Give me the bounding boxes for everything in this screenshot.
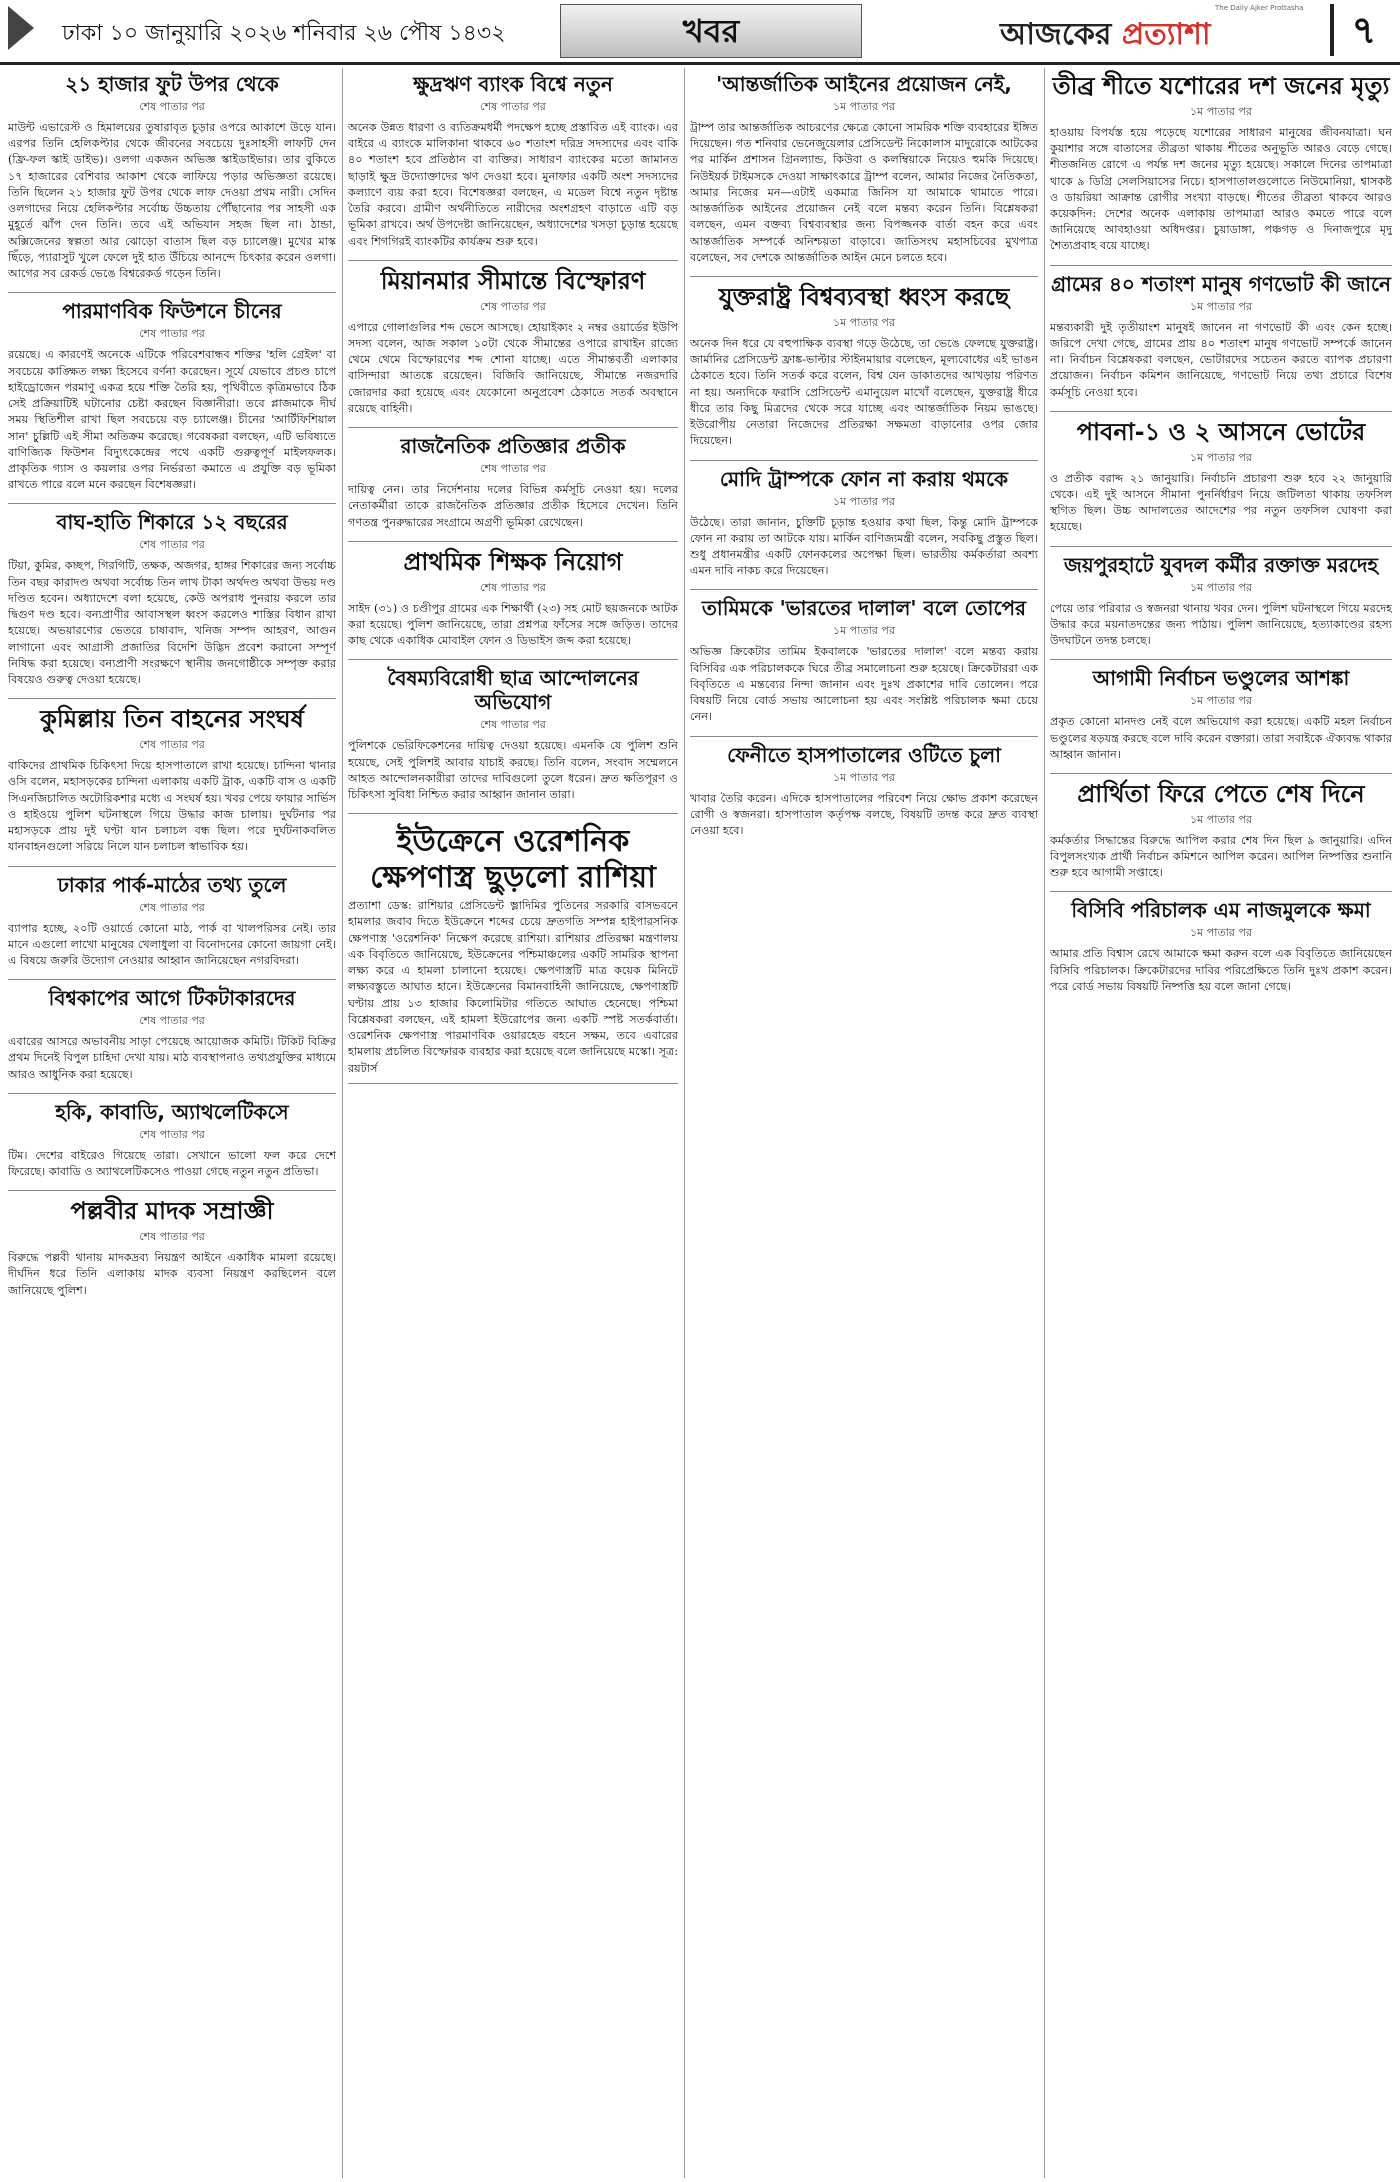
- headline: মোদি ট্রাম্পকে ফোন না করায় থমকে: [719, 466, 1009, 491]
- story-divider: [8, 1190, 336, 1191]
- story-divider: [8, 698, 336, 699]
- news-story: [1050, 898, 1392, 995]
- news-story: [690, 743, 1038, 840]
- story-divider: [690, 460, 1038, 461]
- story-body: টিয়া, কুমির, কচ্ছপ, গিরগিটি, তক্ষক, অজগর, হাঙ্গর শিকারের জন্য সর্বোচ্চ তিন বছর কারাদণ্ড অথবা সর্বোচ্চ তিন লাখ টাকা অর্থদণ্ড অথবা উভয় দণ্ড দণ্ডিত হবেন। অধ্যাদেশে বলা হয়েছে, কেউ অপরাধ পুনরায় করলে তার দ্বিগুণ দণ্ড হবে। বন্যপ্রাণীর আবাসস্থল ধ্বংস করলেও শাস্তির বিধান রাখা হয়েছে। অভয়ারণ্যের ভেতরে চাষাবাদ, খনিজ সম্পদ আহরণ, আগুন লাগানো এবং আগ্রাসী প্রজাতির বিদেশি উদ্ভিদ প্রবেশ করানো সম্পূর্ণ নিষিদ্ধ করা হয়েছে। বন্যপ্রাণী সংরক্ষণে স্থানীয় জনগোষ্ঠীকে সম্পৃক্ত করার বিষয়েও গুরুত্ব দেওয়া হয়েছে।: [8, 559, 336, 687]
- continuation-note: শেষ পাতার পর: [139, 1230, 205, 1244]
- headline: ক্ষুদ্রঋণ ব্যাংক বিশ্বে নতুন: [413, 72, 613, 96]
- continuation-note: ১ম পাতার পর: [833, 770, 895, 784]
- story-divider: [8, 866, 336, 867]
- masthead-logo: [1000, 10, 1300, 54]
- story-divider: [690, 589, 1038, 590]
- news-story: [8, 299, 336, 493]
- headline: জয়পুরহাটে যুবদল কর্মীর রক্তাক্ত মরদেহ: [1063, 552, 1379, 577]
- story-divider: [1050, 773, 1392, 774]
- headline: প্রাথমিক শিক্ষক নিয়োগ: [403, 547, 623, 576]
- continuation-note: ১ম পাতার পর: [1190, 450, 1252, 464]
- news-story: [348, 434, 678, 531]
- headline: প্রার্থিতা ফিরে পেতে শেষ দিনে: [1077, 779, 1365, 808]
- headline: ঢাকার পার্ক-মাঠের তথ্য তুলে: [57, 872, 287, 897]
- continuation-note: শেষ পাতার পর: [480, 100, 546, 113]
- continuation-note: শেষ পাতার পর: [139, 1127, 205, 1141]
- story-divider: [1050, 659, 1392, 660]
- continuation-note: ১ম পাতার পর: [1190, 694, 1252, 708]
- continuation-note: ১ম পাতার পর: [833, 100, 895, 113]
- news-story: [348, 813, 678, 1084]
- continuation-note: শেষ পাতার পর: [139, 538, 205, 552]
- continuation-note: ১ম পাতার পর: [833, 494, 895, 508]
- story-body: অভিজ্ঞ ক্রিকেটার তামিম ইকবালকে 'ভারতের দালাল' বলে মন্তব্য করায় বিসিবির এক পরিচালককে ঘিরে তীব্র সমালোচনা শুরু হয়েছে। ক্রিকেটাররা এক বিবৃতিতে এ মন্তব্যের নিন্দা জানান এবং দুঃখ প্রকাশের দাবি তোলেন। পরে বিষয়টি নিয়ে বোর্ড সভায় আলোচনা হয় এবং সংশ্লিষ্ট পরিচালক ক্ষমা চেয়ে নেন।: [690, 645, 1038, 724]
- story-body: পুলিশকে ভেরিফিকেশনের দায়িত্ব দেওয়া হয়েছে। এমনকি যে পুলিশ শুনি হয়েছে, সেই পুলিশই আবার যাচাই করছে। তিনি বলেন, সংবাদ সম্মেলনে আহত আন্দোলনকারীরা তাদের দাবিগুলো তুলে ধরেন। দ্রুত ক্ষতিপূরণ ও চিকিৎসা সুবিধা নিশ্চিত করার আহ্বান জানান তারা।: [348, 739, 678, 801]
- story-body: ও প্রতীক বরাদ্দ ২১ জানুয়ারি। নির্বাচনি প্রচারণা শুরু হবে ২২ জানুয়ারি থেকে। এই দুই আসনে সীমানা পুনর্নির্ধারণ নিয়ে জটিলতা থাকায় তফসিল স্থগিত ছিল। উচ্চ আদালতের আদেশের পর নতুন তফসিল ঘোষণা করা হয়েছে।: [1050, 471, 1392, 534]
- continuation-note: শেষ পাতার পর: [480, 718, 546, 732]
- column-3: [690, 68, 1038, 2178]
- news-story: [690, 467, 1038, 580]
- page-header: [0, 0, 1400, 65]
- story-body: পেয়ে তার পরিবার ও স্বজনরা থানায় খবর দেন। পুলিশ ঘটনাস্থলে গিয়ে মরদেহ উদ্ধার করে ময়নাতদন্তের জন্য পাঠায়। পুলিশ জানিয়েছে, হত্যাকাণ্ডের রহস্য উদঘাটনে তদন্ত চলছে।: [1050, 601, 1392, 648]
- headline: কুমিল্লায় তিন বাহনের সংঘর্ষ: [40, 705, 304, 734]
- continuation-note: শেষ পাতার পর: [139, 738, 205, 752]
- headline: বৈষম্যবিরোধী ছাত্র আন্দোলনের অভিযোগ: [387, 666, 639, 715]
- headline: গ্রামের ৪০ শতাংশ মানুষ গণভোট কী জানে: [1051, 271, 1391, 296]
- news-story: [8, 873, 336, 970]
- story-body: কর্মকর্তার সিদ্ধান্তের বিরুদ্ধে আপিল করার শেষ দিন ছিল ৯ জানুয়ারি। এদিন বিপুলসংখ্যক প্রার্থী নির্বাচন কমিশনে আপিল করেন। আপিল নিষ্পত্তির শুনানি শুরু হবে আগামী সপ্তাহে।: [1050, 833, 1392, 880]
- story-body: খাবার তৈরি করেন। এদিকে হাসপাতালের পরিবেশ নিয়ে ক্ষোভ প্রকাশ করেছেন রোগী ও স্বজনরা। হাসপাতাল কর্তৃপক্ষ বলছে, বিষয়টি তদন্ত করে দ্রুত ব্যবস্থা নেওয়া হবে।: [690, 791, 1038, 838]
- headline: আগামী নির্বাচন ভণ্ডুলের আশঙ্কা: [1092, 666, 1350, 691]
- story-body: বাকিদের প্রাথমিক চিকিৎসা দিয়ে হাসপাতালে রাখা হয়েছে। চান্দিনা থানার ওসি বলেন, মহাসড়কের চান্দিনা এলাকায় একটি ট্রাক, একটি বাস ও একটি সিএনজিচালিত অটোরিকশার মধ্যে এ সংঘর্ষ হয়। খবর পেয়ে ফায়ার সার্ভিস ও হাইওয়ে পুলিশ ঘটনাস্থলে গিয়ে উদ্ধার কাজ চালায়। দুর্ঘটনার পর মহাসড়কে প্রায় দুই ঘণ্টা যান চলাচল বন্ধ ছিল। পরে দুর্ঘটনাকবলিত যানবাহনগুলো সরিয়ে নিলে যান চলাচল স্বাভাবিক হয়।: [8, 759, 336, 854]
- story-body: ট্রাম্প তার আন্তর্জাতিক আচরণের ক্ষেত্রে কোনো সামরিক শক্তি ব্যবহারের ইঙ্গিত দিয়েছেন। গত শনিবার ভেনেজুয়েলার প্রেসিডেন্ট নিকোলাস মাদুরোকে আটকের পর মার্কিন প্রশাসন গ্রিনল্যান্ড, কিউবা ও কলম্বিয়াকে নিয়েও হুমকি দিয়েছে। নিউইয়র্ক টাইমসকে দেওয়া সাক্ষাৎকারে ট্রাম্প বলেন, আমার নিজের নৈতিকতা, আমার নিজের মন—এটাই একমাত্র জিনিস যা আমাকে থামাতে পারে। আন্তর্জাতিক আইনের প্রয়োজন নেই বলে মন্তব্য করেন তিনি। বিশ্লেষকরা বলছেন, এমন বক্তব্য বিশ্বব্যবস্থার জন্য বিপজ্জনক বার্তা বহন করে এবং আন্তর্জাতিক সম্পর্কে অনিশ্চয়তা বাড়াবে। জাতিসংঘ মহাসচিবের মুখপাত্র বলেছেন, সব দেশকে আন্তর্জাতিক আইন মেনে চলতে হবে।: [690, 121, 1038, 264]
- headline: তামিমকে 'ভারতের দালাল' বলে তোপের: [701, 596, 1027, 621]
- story-body: অনেক দিন ধরে যে বহুপাক্ষিক ব্যবস্থা গড়ে উঠেছে, তা ভেঙে ফেলছে যুক্তরাষ্ট্র। জার্মানির প্রেসিডেন্ট ফ্রাঙ্ক-ভাল্টার স্টাইনমায়ার বলেছেন, মূল্যবোধের এই ভাঙন ঠেকাতে হবে। তিনি সতর্ক করে বলেন, বিশ্ব যেন ডাকাতদের আখড়ায় পরিণত না হয়। অন্যদিকে ফরাসি প্রেসিডেন্ট এমানুয়েল মাখোঁ বলেছেন, যুক্তরাষ্ট্র ধীরে ধীরে তার কিছু মিত্রদের থেকে সরে যাচ্ছে এবং আন্তর্জাতিক নিয়ম ভাঙছে। ইউরোপীয় নেতারা নিজেদের প্রতিরক্ষা সক্ষমতা বাড়ানোর ওপর জোর দিয়েছেন।: [690, 336, 1038, 448]
- continuation-note: শেষ পাতার পর: [139, 100, 205, 113]
- story-divider: [348, 427, 678, 428]
- story-divider: [1050, 411, 1392, 412]
- headline: যুক্তরাষ্ট্র বিশ্বব্যবস্থা ধ্বংস করছে: [718, 283, 1010, 312]
- news-story: [690, 72, 1038, 266]
- story-body: মাউন্ট এভারেস্ট ও হিমালয়ের তুষারাবৃত চূড়ার ওপরে আকাশে উড়ে যান। এরপর তিনি হেলিকপ্টার থেকে জীবনের সবচেয়ে দুঃসাহসী লাফটি দেন (ফ্রি-ফল স্কাই ডাইভ)। ওলগা একজন অভিজ্ঞ স্কাইডাইভার। তার বুকিতে ১৭ হাজারের বেশিবার আকাশ থেকে লাফিয়ে পড়ার অভিজ্ঞতা রয়েছে। তিনি ছিলেন ২১ হাজার ফুট উপর থেকে লাফ দেওয়া প্রথম নারী। সেদিন ওলগাদের নিয়ে হেলিকপ্টার সর্বোচ্চ উচ্চতায় পৌঁছানোর পর সাহসী এক মুহূর্তে ঝাঁপ দেন তিনি। তবে এই অভিযান সহজ ছিল না। ঠান্ডা, অক্সিজেনের স্বল্পতা আর ঝোড়ো বাতাস ছিল বড় চ্যালেঞ্জ। মুখের মাস্ক ছিঁড়ে, প্যারাসুট খুলে ফেলে দুই হাত উঁচিয়ে আনন্দে চিৎকার করেন ওলগা। আগের সব রেকর্ড ভেঙে বিশ্বরেকর্ড গড়েন তিনি।: [8, 121, 336, 281]
- story-body: রয়েছে। এ কারণেই অনেকে এটিকে পরিবেশবান্ধব শক্তির 'হলি গ্রেইল' বা সবচেয়ে কাঙ্ক্ষিত লক্ষ্য হিসেবে বর্ণনা করেছেন। সূর্যে যেভাবে প্রচণ্ড চাপে হাইড্রোজেন পরমাণু একত্র হয়ে শক্তি তৈরি হয়, পৃথিবীতে কৃত্রিমভাবে ঠিক সেই প্রক্রিয়াটিই ঘটানোর চেষ্টা করছেন বিজ্ঞানীরা। তবে প্লাজমাকে দীর্ঘ সময় স্থিতিশীল রাখা ছিল সবচেয়ে বড় চ্যালেঞ্জ। চীনের 'আর্টিফিশিয়াল সান' চুল্লিটি এই সীমা অতিক্রম করেছে। গবেষকরা বলছেন, এটি ভবিষ্যতে বাণিজ্যিক ফিউশন বিদ্যুৎকেন্দ্রের পথে একটি গুরুত্বপূর্ণ মাইলফলক। প্রাকৃতিক গ্যাস ও কয়লার ওপর নির্ভরতা কমাতে এ প্রযুক্তি বড় ভূমিকা রাখতে পারে বলে মনে করছেন বিশেষজ্ঞরা।: [8, 348, 336, 492]
- news-story: [1050, 72, 1392, 255]
- headline: 'আন্তর্জাতিক আইনের প্রয়োজন নেই,: [716, 72, 1012, 96]
- headline: তীব্র শীতে যশোরের দশ জনের মৃত্যু: [1052, 72, 1390, 100]
- story-body: টিম। দেশের বাইরেও গিয়েছে তারা। সেখানে ভালো ফল করে দেশে ফিরেছে। কাবাডি ও অ্যাথলেটিকসেও পাওয়া গেছে নতুন নতুন প্রতিভা।: [8, 1148, 336, 1179]
- news-story: [348, 267, 678, 417]
- column-2: [348, 68, 678, 2178]
- news-story: [8, 705, 336, 855]
- story-body: হাওয়ায় বিপর্যস্ত হয়ে পড়েছে যশোরের সাধারণ মানুষের জীবনযাত্রা। ঘন কুয়াশার সঙ্গে বাতাসের তীব্রতা থাকায় শীতের অনুভূতি আরও বেড়ে গেছে। শীতজনিত রোগে এ পর্যন্ত দশ জনের মৃত্যু হয়েছে। সকালে দিনের তাপমাত্রা থাকে ৯ ডিগ্রি সেলসিয়াসের নিচে। হাসপাতালগুলোতে নিউমোনিয়া, শ্বাসকষ্ট ও ডায়রিয়া আক্রান্ত রোগীর সংখ্যা বাড়ছে। শীতের তীব্রতা থাকবে আরও কয়েকদিন: দেশের অনেক এলাকায় তাপমাত্রা আরও কমতে পারে বলে জানিয়েছে আবহাওয়া অধিদপ্তর। চুয়াডাঙ্গা, পঞ্চগড় ও দিনাজপুরে মৃদু শৈত্যপ্রবাহ বয়ে যাচ্ছে।: [1050, 125, 1392, 253]
- continuation-note: ১ম পাতার পর: [1190, 812, 1252, 826]
- headline: হকি, কাবাডি, অ্যাথলেটিকসে: [55, 1099, 289, 1124]
- continuation-note: শেষ পাতার পর: [139, 1014, 205, 1028]
- continuation-note: ১ম পাতার পর: [1190, 926, 1252, 940]
- headline: ফেনীতে হাসপাতালের ওটিতে চুলা: [727, 742, 1001, 767]
- story-body: বিরুদ্ধে পল্লবী থানায় মাদকদ্রব্য নিয়ন্ত্রণ আইনে একাধিক মামলা রয়েছে। দীর্ঘদিন ধরে তিনি এলাকায় মাদক ব্যবসা নিয়ন্ত্রণ করছিলেন বলে জানিয়েছে পুলিশ।: [8, 1251, 336, 1297]
- column-divider: [1044, 68, 1045, 2178]
- column-4: [1050, 68, 1392, 2178]
- continuation-note: ১ম পাতার পর: [1190, 580, 1252, 594]
- story-body: প্রত্যাশা ডেস্ক: রাশিয়ার প্রেসিডেন্ট ভ্লাদিমির পুতিনের সরকারি বাসভবনে হামলার জবাব দিতে ইউক্রেনে শব্দের চেয়ে দ্রুতগতি সম্পন্ন হাইপারসনিক ক্ষেপণাস্ত্র 'ওরেশনিক' নিক্ষেপ করেছে রাশিয়া। রাশিয়ার প্রতিরক্ষা মন্ত্রণালয় এক বিবৃতিতে জানিয়েছে, ইউক্রেনের পশ্চিমাঞ্চলের একটি সামরিক স্থাপনা লক্ষ্য করে এ হামলা চালানো হয়েছে। ক্ষেপণাস্ত্রটি মাত্র কয়েক মিনিটে লক্ষ্যবস্তুতে আঘাত হানে। ইউক্রেনের বিমানবাহিনী জানিয়েছে, ক্ষেপণাস্ত্রটি ঘণ্টায় প্রায় ১৩ হাজার কিলোমিটার গতিতে আঘাত হেনেছে। পশ্চিমা বিশ্লেষকরা বলছেন, এই হামলা ইউরোপের জন্য একটি স্পষ্ট সতর্কবার্তা। ওরেশনিক ক্ষেপণাস্ত্র পারমাণবিক ওয়ারহেড বহনে সক্ষম, তবে এবারের হামলায় প্রচলিত বিস্ফোরক ব্যবহার করা হয়েছে বলে জানিয়েছে মস্কো। সূত্র: রয়টার্স: [348, 899, 678, 1075]
- logo-part1: আজকের: [1000, 17, 1122, 52]
- story-body: অনেক উন্নত ধারণা ও ব্যতিক্রমধর্মী পদক্ষেপ হচ্ছে প্রস্তাবিত এই ব্যাংক। এর বাইরে এ ব্যাংকে মালিকানা থাকবে ৬০ শতাংশ দরিদ্র সদস্যদের এবং বাকি ৪০ শতাংশ হবে প্রতিষ্ঠান বা ব্যক্তির। সাধারণ ব্যাংকের মতো জামানত ছাড়াই ক্ষুদ্র উদ্যোক্তাদের ঋণ দেওয়া হবে। মুনাফার একটি অংশ সদস্যদের কল্যাণে ব্যয় করা হবে। বিশেষজ্ঞরা বলছেন, এ মডেল বিশ্বে নতুন দৃষ্টান্ত তৈরি করবে। গ্রামীণ অর্থনীতিতে নারীদের অংশগ্রহণ বাড়াতে এটি বড় ভূমিকা রাখবে। অর্থ উপদেষ্টা জানিয়েছেন, অধ্যাদেশের খসড়া চূড়ান্ত হয়েছে এবং শিগগিরই ব্যাংকটির কার্যক্রম শুরু হবে।: [348, 121, 678, 248]
- corner-arrow-icon: [8, 6, 34, 50]
- story-body: দায়িত্ব নেন। তার নির্দেশনায় দলের বিভিন্ন কর্মসূচি নেওয়া হয়। দলের নেতাকর্মীরা তাকে রাজনৈতিক প্রতিজ্ঞার প্রতীক হিসেবে দেখেন। তিনি গণতন্ত্র পুনরুদ্ধারের সংগ্রামে অগ্রণী ভূমিকা রেখেছেন।: [348, 483, 678, 529]
- section-title: খবর: [560, 4, 862, 58]
- headline: ইউক্রেনে ওরেশনিক ক্ষেপণাস্ত্র ছুড়লো রাশিয়া: [370, 824, 656, 896]
- news-story: [8, 72, 336, 282]
- story-body: প্রকৃত কোনো মানদণ্ড নেই বলে অভিযোগ করা হয়েছে। একটি মহল নির্বাচন ভণ্ডুলের ষড়যন্ত্র করছে বলে দাবি করেন বক্তারা। তারা সবাইকে ঐক্যবদ্ধ থাকার আহ্বান জানান।: [1050, 715, 1392, 761]
- continuation-note: শেষ পাতার পর: [480, 580, 546, 594]
- story-divider: [348, 260, 678, 261]
- news-story: [690, 283, 1038, 449]
- news-story: [8, 1100, 336, 1180]
- news-story: [1050, 666, 1392, 763]
- news-story: [348, 72, 678, 250]
- continuation-note: ১ম পাতার পর: [833, 624, 895, 638]
- story-body: উঠেছে। তারা জানান, চুক্তিটি চূড়ান্ত হওয়ার কথা ছিল, কিন্তু মোদি ট্রাম্পকে ফোন না করায় তা আটকে যায়। মার্কিন বাণিজ্যমন্ত্রী বলেন, সবকিছু প্রস্তুত ছিল। শুধু প্রধানমন্ত্রীর একটি ফোনকলের অপেক্ষা ছিল। ভারতীয় কর্মকর্তারা অবশ্য এমন দাবি নাকচ করে দিয়েছেন।: [690, 515, 1038, 578]
- headline: ২১ হাজার ফুট উপর থেকে: [65, 72, 279, 96]
- news-story: [8, 510, 336, 688]
- story-divider: [8, 292, 336, 293]
- headline: বাঘ-হাতি শিকারে ১২ বছরের: [56, 510, 288, 535]
- issue-date: ঢাকা ১০ জানুয়ারি ২০২৬ শনিবার ২৬ পৌষ ১৪৩২: [62, 21, 506, 46]
- headline: পারমাণবিক ফিউশনে চীনের: [62, 299, 282, 324]
- story-divider: [1050, 546, 1392, 547]
- story-divider: [8, 503, 336, 504]
- news-story: [1050, 553, 1392, 650]
- story-body: ব্যাপার হচ্ছে, ২০টি ওয়ার্ডে কোনো মাঠ, পার্ক বা খালপরিসর নেই। তার মানে এগুলো লাখো মানুষের খেলাধুলা বা বিনোদনের কোনো জায়গা নেই। এ বিষয়ে জরুরি উদ্যোগ নেওয়ার আহ্বান জানিয়েছেন নগরবিদরা।: [8, 921, 336, 967]
- headline: রাজনৈতিক প্রতিজ্ঞার প্রতীক: [400, 434, 626, 459]
- story-body: মন্তব্যকারী দুই তৃতীয়াংশ মানুষই জানেন না গণভোট কী এবং কেন হচ্ছে। জরিপে দেখা গেছে, গ্রামের প্রায় ৪০ শতাংশ মানুষ গণভোট সম্পর্কে জানেন না। নির্বাচন বিশ্লেষকরা বলছেন, ভোটারদের সচেতন করতে ব্যাপক প্রচারণা প্রয়োজন। নির্বাচন কমিশন জানিয়েছে, গণভোট নিয়ে তথ্য প্রচারে বিশেষ কর্মসূচি নেওয়া হবে।: [1050, 320, 1392, 399]
- column-divider: [342, 68, 343, 2178]
- continuation-note: শেষ পাতার পর: [480, 462, 546, 476]
- story-divider: [348, 541, 678, 542]
- story-divider: [1050, 265, 1392, 266]
- continuation-note: শেষ পাতার পর: [139, 327, 205, 341]
- logo-tagline: The Daily Ajker Prottasha: [1215, 4, 1304, 12]
- news-story: [1050, 418, 1392, 536]
- headline: পাবনা-১ ও ২ আসনে ভোটের: [1076, 417, 1366, 446]
- story-divider: [690, 276, 1038, 277]
- story-body: এবারের আসরে অভাবনীয় সাড়া পেয়েছে আয়োজক কমিটি। টিকিট বিক্রির প্রথম দিনেই বিপুল চাহিদা দেখা যায়। মাঠ ব্যবস্থাপনাও তথ্যপ্রযুক্তির মাধ্যমে আরও আধুনিক করা হয়েছে।: [8, 1035, 336, 1081]
- headline: বিসিবি পরিচালক এম নাজমুলকে ক্ষমা: [1071, 898, 1371, 923]
- story-divider: [1050, 891, 1392, 892]
- column-1: [8, 68, 336, 2178]
- news-story: [1050, 780, 1392, 882]
- headline: বিশ্বকাপের আগে টিকটাকারদের: [48, 986, 296, 1011]
- story-body: আমার প্রতি বিশ্বাস রেখে আমাকে ক্ষমা করুন বলে এক বিবৃতিতে জানিয়েছেন বিসিবি পরিচালক। ক্রিকেটারদের দাবির পরিপ্রেক্ষিতে তিনি দুঃখ প্রকাশ করেন। পরে বোর্ড সভায় বিষয়টি নিষ্পত্তি হয় বলে জানা গেছে।: [1050, 947, 1392, 993]
- story-body: এপারে গোলাগুলির শব্দ ভেসে আসছে। হোয়াইক্যং ২ নম্বর ওয়ার্ডের ইউপি সদস্য বলেন, আজ সকাল ১০টা থেকে সীমান্তের ওপারে রাখাইন রাজ্যে থেমে থেমে বিস্ফোরণের শব্দ শোনা যাচ্ছে। এতে সীমান্তবর্তী এলাকার বাসিন্দারা আতঙ্কে রয়েছেন। বিজিবি জানিয়েছে, সীমান্তে নজরদারি জোরদার করা হয়েছে এবং যেকোনো অনুপ্রবেশ ঠেকাতে সতর্ক অবস্থানে রয়েছে বাহিনী।: [348, 320, 678, 415]
- news-story: [8, 986, 336, 1083]
- story-body: সাইদ (৩১) ও চণ্ডীপুর গ্রামের এক শিক্ষার্থী (২৩) সহ মোট ছয়জনকে আটক করা হয়েছে। পুলিশ জানিয়েছে, তারা প্রশ্নপত্র ফাঁসের সঙ্গে জড়িত। তাদের কাছ থেকে একাধিক মোবাইল ফোন ও ডিভাইস জব্দ করা হয়েছে।: [348, 601, 678, 648]
- story-divider: [348, 659, 678, 660]
- page-number: ৭: [1330, 4, 1394, 56]
- news-story: [1050, 272, 1392, 401]
- headline: মিয়ানমার সীমান্তে বিস্ফোরণ: [380, 266, 646, 295]
- story-divider: [690, 736, 1038, 737]
- continuation-note: শেষ পাতার পর: [139, 900, 205, 914]
- logo-part2: প্রত্যাশা: [1121, 17, 1211, 52]
- story-divider: [8, 1093, 336, 1094]
- news-story: [348, 666, 678, 803]
- continuation-note: শেষ পাতার পর: [480, 299, 546, 313]
- continuation-note: ১ম পাতার পর: [833, 315, 895, 329]
- story-divider: [8, 979, 336, 980]
- news-story: [8, 1197, 336, 1299]
- column-divider: [684, 68, 685, 2178]
- headline: পল্লবীর মাদক সম্রাজ্ঞী: [70, 1197, 274, 1226]
- news-story: [348, 548, 678, 650]
- continuation-note: ১ম পাতার পর: [1190, 299, 1252, 313]
- continuation-note: ১ম পাতার পর: [1190, 104, 1252, 118]
- news-story: [690, 596, 1038, 725]
